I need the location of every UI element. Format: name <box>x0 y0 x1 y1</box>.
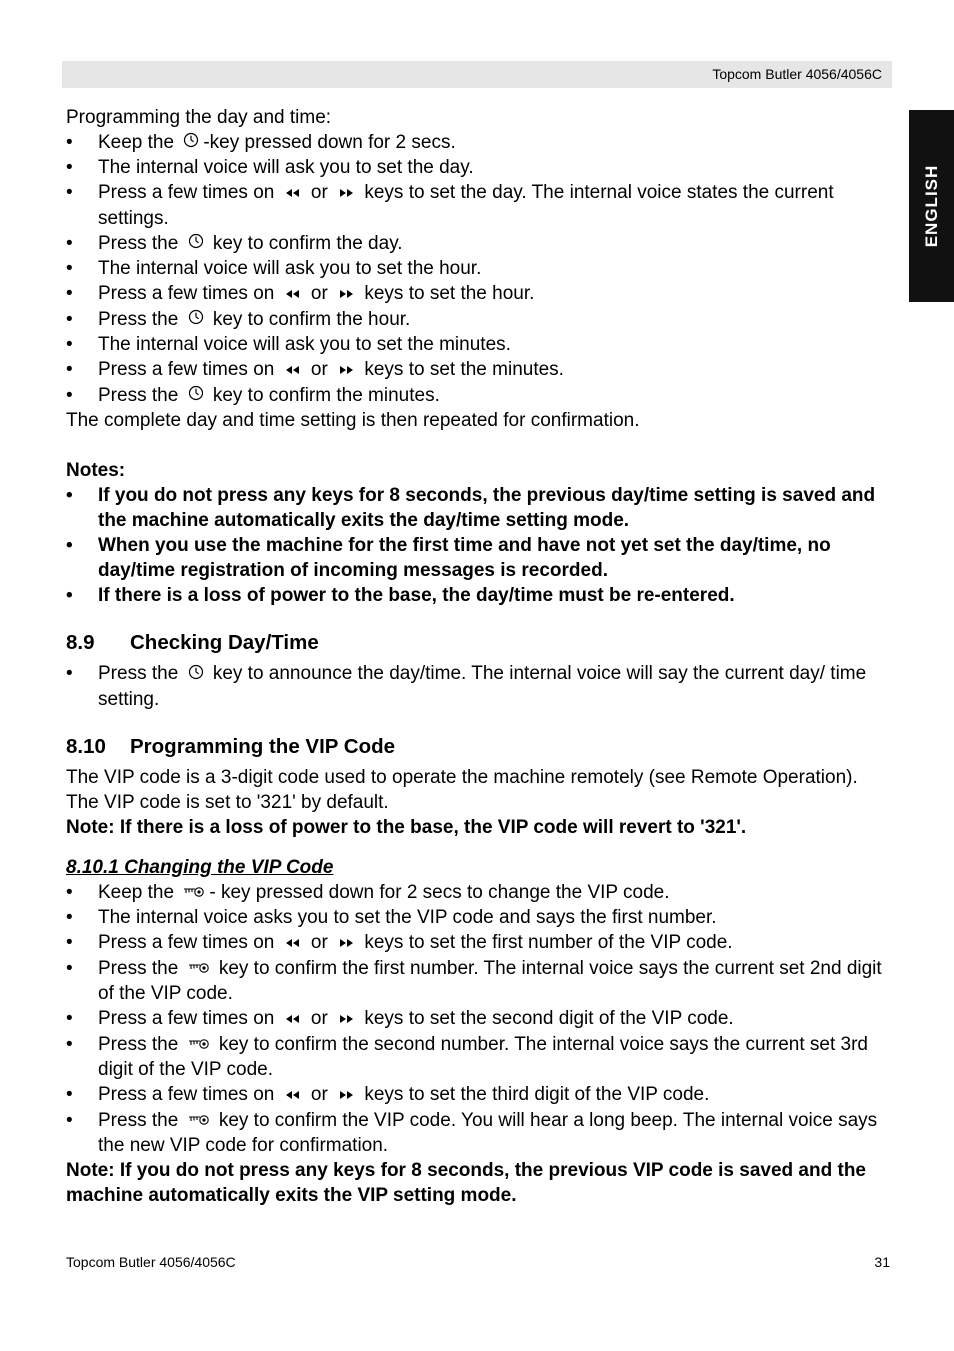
page-content <box>66 105 888 1208</box>
page-number: 31 <box>874 1254 890 1270</box>
rewind-key-icon <box>284 1083 302 1108</box>
list-item: • Press the key to announce the day/time. The internal voice will say the current day/ time setting. <box>66 661 888 711</box>
vip-final-note: Note: If you do not press any keys for 8 seconds, the previous VIP code is saved and the machine automatically exits the VIP setting mode. <box>66 1160 866 1207</box>
rewind-key-icon <box>284 282 302 307</box>
list-item: • Press a few times on or keys to set the second digit of the VIP code. <box>66 1006 888 1031</box>
day-time-intro: Programming the day and time: <box>66 107 332 128</box>
forward-key-icon <box>337 181 355 206</box>
footer-title: Topcom Butler 4056/4056C <box>66 1254 236 1270</box>
list-item: • The internal voice will ask you to set the minutes. <box>66 332 888 357</box>
clock-key-icon <box>183 130 199 155</box>
forward-key-icon <box>337 1083 355 1108</box>
header-title: Topcom Butler 4056/4056C <box>712 66 882 82</box>
list-item: • If there is a loss of power to the base, the day/time must be re-entered. <box>66 583 888 608</box>
rewind-key-icon <box>284 1007 302 1032</box>
list-item: • Press the key to confirm the hour. <box>66 307 888 332</box>
notes-list <box>66 483 888 608</box>
list-item: • Press the key to confirm the minutes. <box>66 383 888 408</box>
vip-key-icon <box>183 880 205 905</box>
list-item: • Press the key to confirm the first number. The internal voice says the current set 2nd digit of the VIP code. <box>66 956 888 1006</box>
list-item: • The internal voice will ask you to set the day. <box>66 155 888 180</box>
vip-key-icon <box>188 956 210 981</box>
language-tab <box>909 110 954 302</box>
list-item: • Press a few times on or keys to set the day. The internal voice states the current settings. <box>66 180 888 230</box>
list-item: • Press the key to confirm the day. <box>66 231 888 256</box>
list-item: • When you use the machine for the first time and have not yet set the day/time, no day/time registration of incoming messages is recorded. <box>66 533 888 583</box>
header-band <box>62 61 892 88</box>
rewind-key-icon <box>284 931 302 956</box>
vip-key-icon <box>188 1108 210 1133</box>
forward-key-icon <box>337 931 355 956</box>
clock-key-icon <box>188 307 204 332</box>
section-heading-8-9: 8.9 Checking Day/Time <box>66 631 319 655</box>
clock-key-icon <box>188 383 204 408</box>
day-time-steps <box>66 130 888 408</box>
vip-description: The VIP code is a 3-digit code used to operate the machine remotely (see Remote Operation). The VIP code is set to '321' by default. <box>66 766 858 813</box>
list-item: • Press the key to confirm the second number. The internal voice says the current set 3rd digit of the VIP code. <box>66 1032 888 1082</box>
page-footer <box>66 1254 890 1270</box>
clock-key-icon <box>188 662 204 687</box>
day-time-closing: The complete day and time setting is then repeated for confirmation. <box>66 410 640 432</box>
list-item: • Press a few times on or keys to set the hour. <box>66 281 888 306</box>
vip-steps <box>66 880 888 1158</box>
list-item: • The internal voice will ask you to set the hour. <box>66 256 888 281</box>
notes-title: Notes: <box>66 460 126 482</box>
list-item: • If you do not press any keys for 8 seconds, the previous day/time setting is saved and the machine automatically exits the day/time setting mode. <box>66 483 888 533</box>
list-item: • Press a few times on or keys to set the minutes. <box>66 357 888 382</box>
rewind-key-icon <box>284 181 302 206</box>
language-tab-label: ENGLISH <box>921 164 941 248</box>
list-item: • Press the key to confirm the VIP code. You will hear a long beep. The internal voice says the new VIP code for confirmation. <box>66 1108 888 1158</box>
subsection-heading-8-10-1: 8.10.1 Changing the VIP Code <box>66 856 334 878</box>
list-item: • The internal voice asks you to set the VIP code and says the first number. <box>66 905 888 930</box>
forward-key-icon <box>337 282 355 307</box>
list-item: • Press a few times on or keys to set the first number of the VIP code. <box>66 930 888 955</box>
list-item: • Keep the - key pressed down for 2 secs to change the VIP code. <box>66 880 888 905</box>
forward-key-icon <box>337 358 355 383</box>
list-item: • Keep the -key pressed down for 2 secs. <box>66 130 888 155</box>
check-day-time-steps <box>66 661 888 711</box>
list-item: • Press a few times on or keys to set the third digit of the VIP code. <box>66 1082 888 1107</box>
clock-key-icon <box>188 231 204 256</box>
rewind-key-icon <box>284 358 302 383</box>
section-heading-8-10: 8.10 Programming the VIP Code <box>66 734 396 758</box>
forward-key-icon <box>337 1007 355 1032</box>
vip-key-icon <box>188 1032 210 1057</box>
vip-note: Note: If there is a loss of power to the base, the VIP code will revert to '321'. <box>66 816 747 838</box>
